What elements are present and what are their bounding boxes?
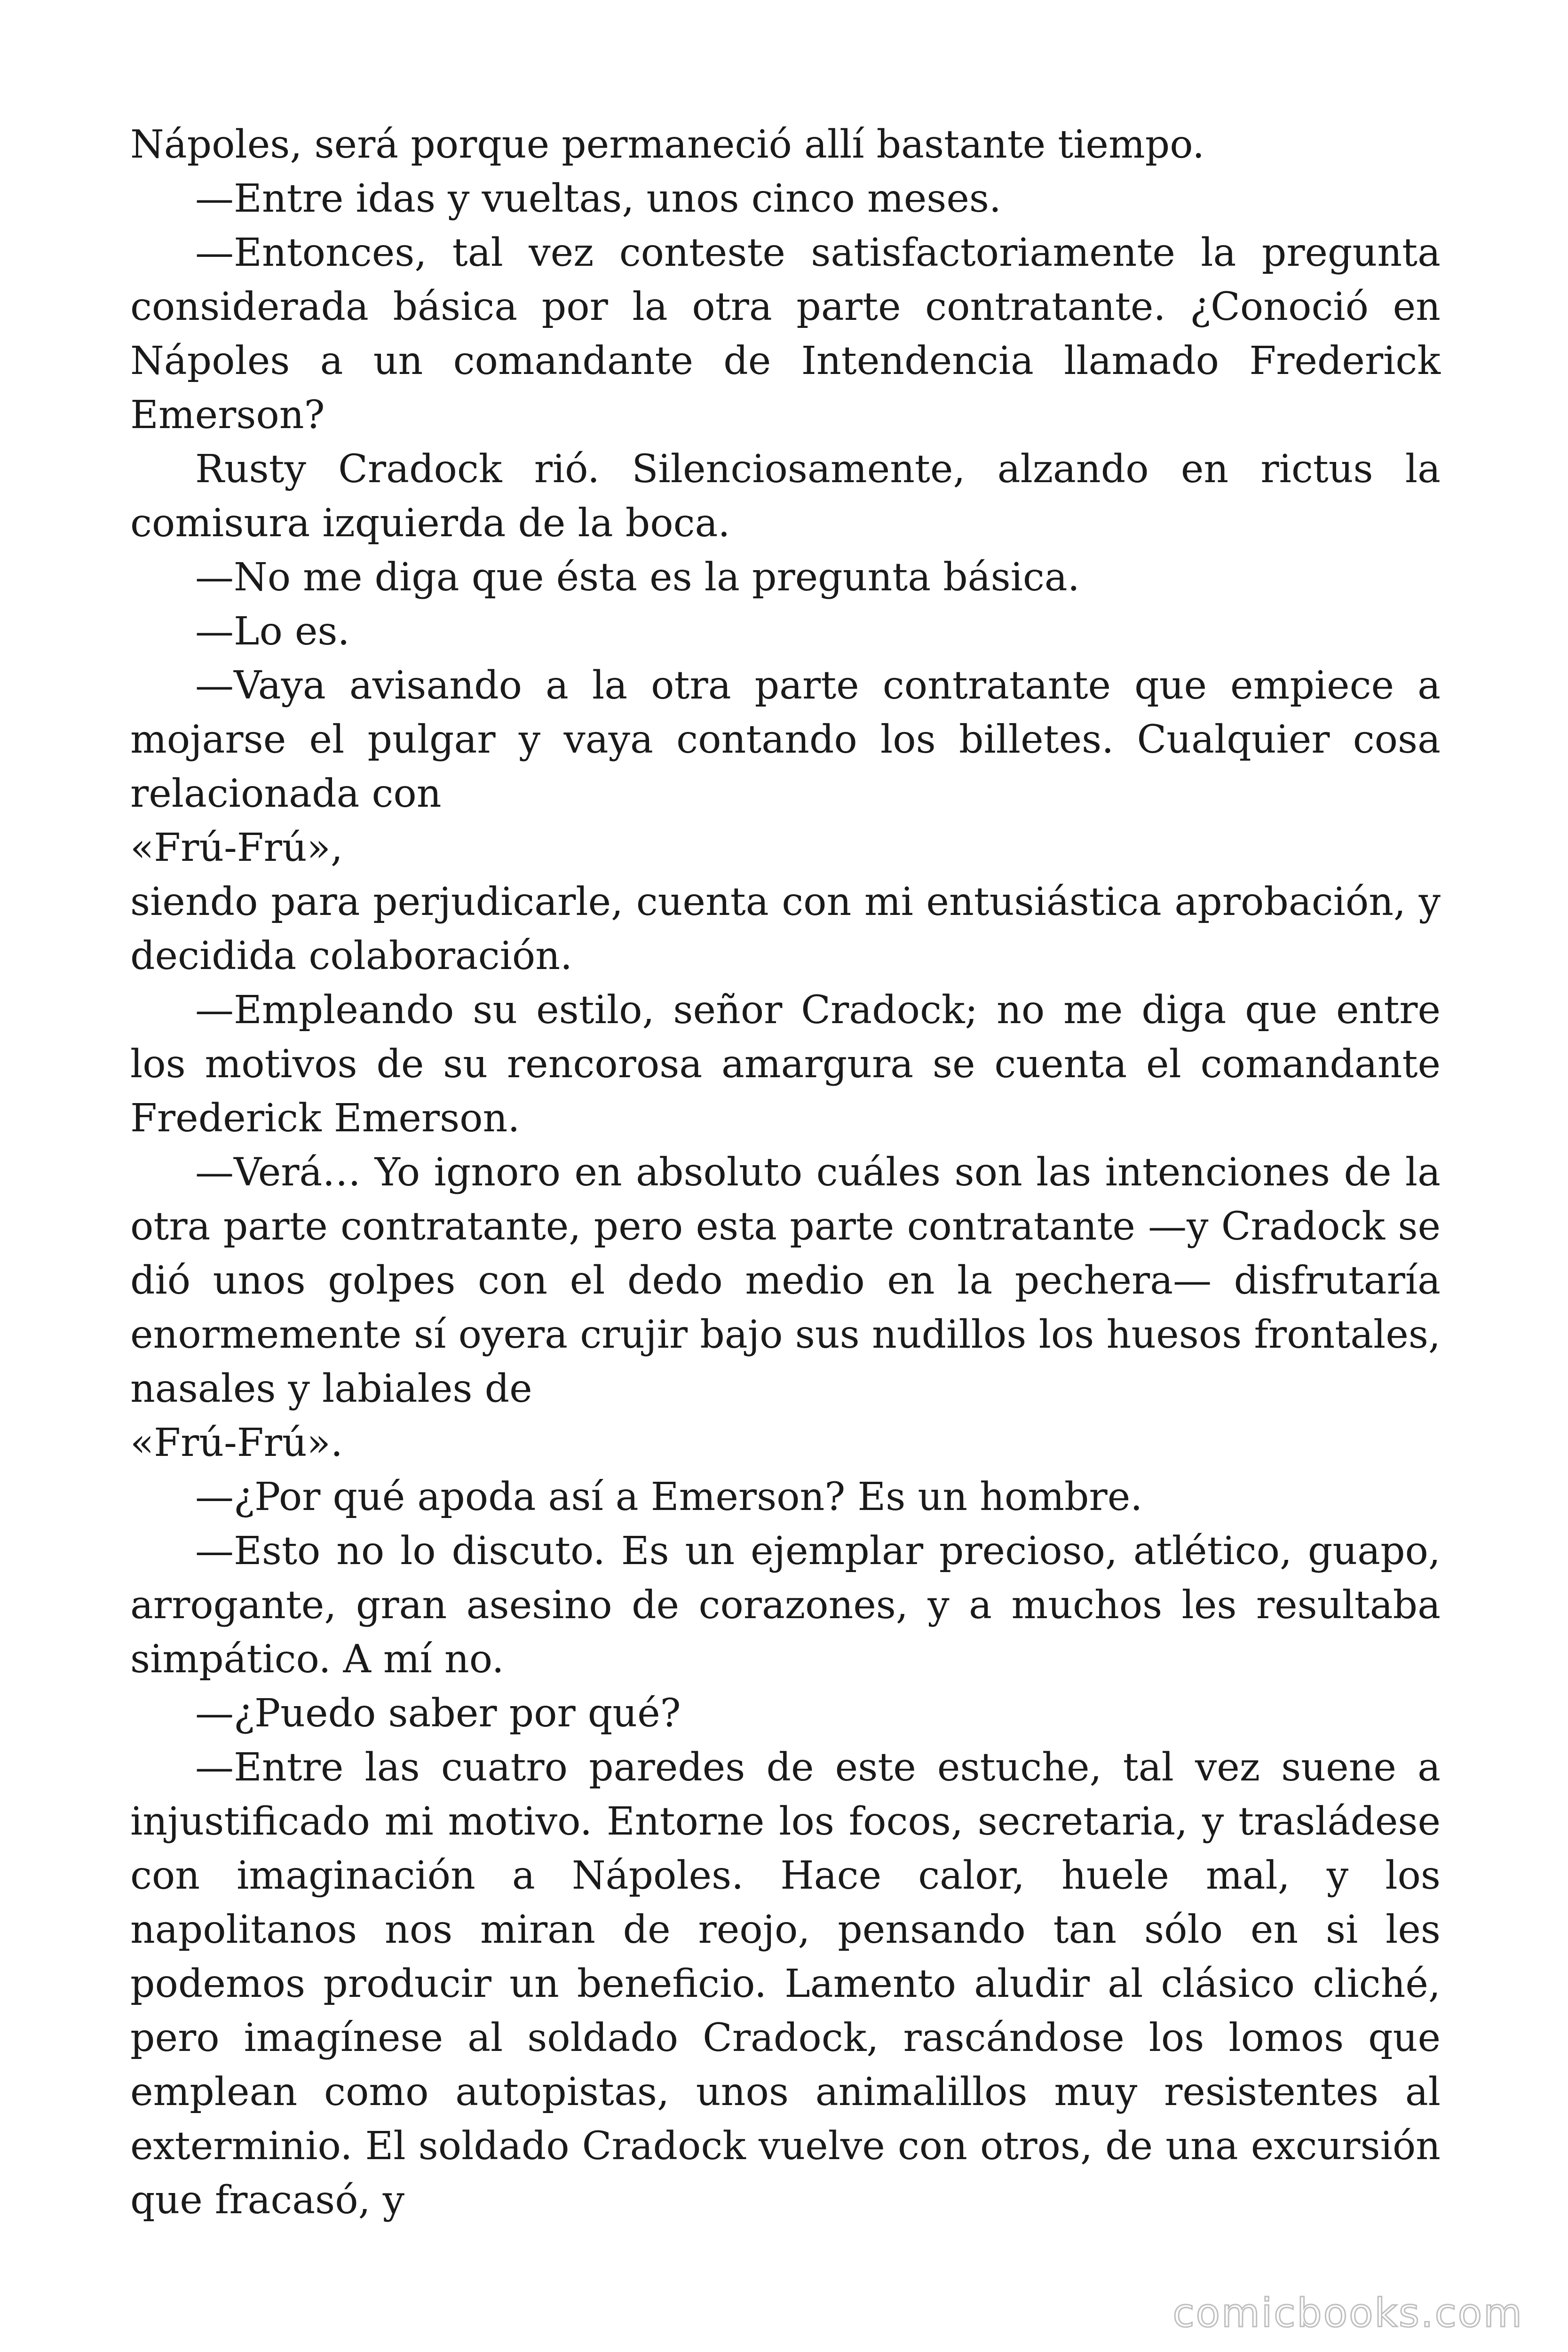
paragraph: —Entre las cuatro paredes de este estuche, tal vez suene a injustificado mi motivo. Entorne los focos, secretaria, y trasládese con imaginación a Nápoles. Hace calor, huele mal, y los napolitanos nos miran de reojo, pensando tan sólo en si les podemos producir un beneficio. Lamento aludir al clásico cliché, pero imagínese al soldado Cradock, rascándose los lomos que emplean como autopistas, unos animalillos muy resistentes al exterminio. El soldado Cradock vuelve con otros, de una excursión que fracasó, y (130, 1745, 1441, 2223)
paragraph: «Frú-Frú», (130, 826, 343, 870)
paragraph: —Verá… Yo ignoro en absoluto cuáles son las intenciones de la otra parte contratante, pero esta parte contratante —y Cradock se dió unos golpes con el dedo medio en la pechera— disfrutaría enormemente sí oyera crujir bajo sus nudillos los huesos frontales, nasales y labiales de (130, 1150, 1441, 1411)
paragraph: —¿Puedo saber por qué? (195, 1691, 681, 1736)
paragraph: —Vaya avisando a la otra parte contratante que empiece a mojarse el pulgar y vaya contando los billetes. Cualquier cosa relacionada con (130, 663, 1441, 816)
paragraph: «Frú-Frú». (130, 1421, 343, 1465)
paragraph: —No me diga que ésta es la pregunta básica. (195, 555, 1080, 600)
paragraph: —Lo es. (195, 609, 350, 654)
paragraph: Nápoles, será porque permaneció allí bastante tiempo. (130, 122, 1205, 167)
paragraph: —Esto no lo discuto. Es un ejemplar precioso, atlético, guapo, arrogante, gran asesino de corazones, y a muchos les resultaba simpático. A mí no. (130, 1529, 1441, 1682)
paragraph: —¿Por qué apoda así a Emerson? Es un hombre. (195, 1475, 1143, 1519)
paragraph: —Empleando su estilo, señor Cradock; no me diga que entre los motivos de su rencorosa amargura se cuenta el comandante Frederick Emerson. (130, 988, 1441, 1141)
page-body-text (130, 118, 1441, 2227)
paragraph: —Entre idas y vueltas, unos cinco meses. (195, 176, 1001, 221)
watermark: comicbooks.com (1172, 2290, 1523, 2336)
paragraph: —Entonces, tal vez conteste satisfactoriamente la pregunta considerada básica por la otra parte contratante. ¿Conoció en Nápoles a un comandante de Intendencia llamado Frederick Emerson? (130, 230, 1441, 437)
paragraph: Rusty Cradock rió. Silenciosamente, alzando en rictus la comisura izquierda de la boca. (130, 447, 1441, 546)
paragraph: siendo para perjudicarle, cuenta con mi entusiástica aprobación, y decidida colaboración. (130, 880, 1441, 978)
